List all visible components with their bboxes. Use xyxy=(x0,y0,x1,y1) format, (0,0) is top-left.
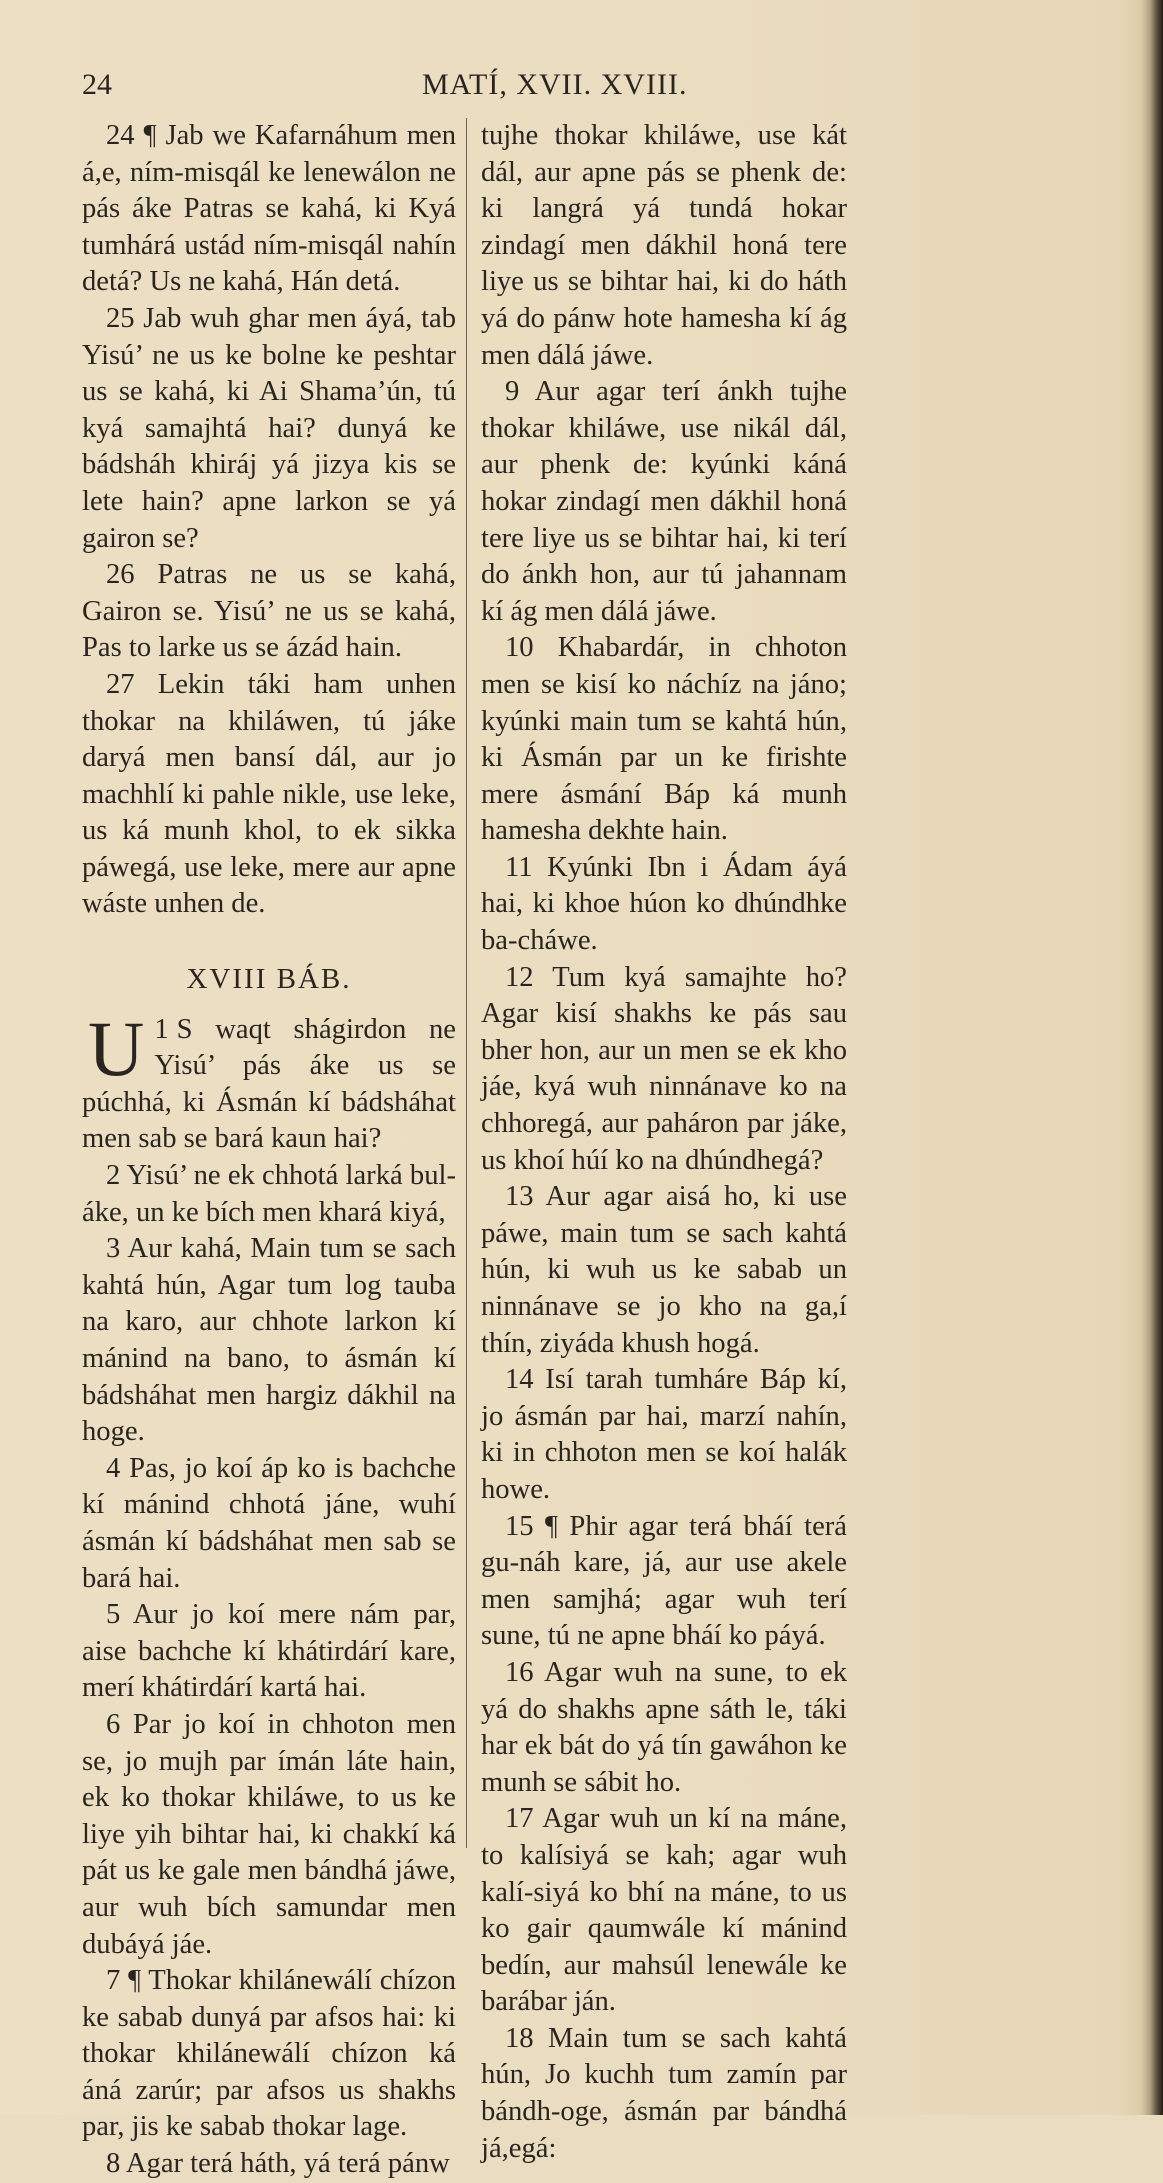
verse: 18 Main tum se sach kahtá hún, Jo kuchh tum zamín par bándh-oge, ásmán par bándhá já,egá: xyxy=(481,2022,847,2164)
verse-number: 1 xyxy=(154,1013,169,1045)
chapter-heading: XVIII BÁB. xyxy=(186,963,352,996)
drop-cap: U xyxy=(88,1004,145,1092)
verse: 13 Aur agar aisá ho, ki use páwe, main tum se sach kahtá hún, ki wuh us ke sabab un ninnánave se jo kho na ga,í thín, ziyáda khush hogá. xyxy=(481,1181,847,1359)
verse: 7 ¶ Thokar khilánewálí chízon ke sabab dunyá par afsos hai: ki thokar khilánewálí chízon ká áná zarúr; par afsos us shakhs par, jis ke sabab thokar lage. xyxy=(82,1965,456,2143)
first-verse-text: S waqt shágirdon ne Yisú’ pás áke us se púchhá, ki Ásmán kí bádsháhat men sab se bará kaun hai? xyxy=(82,1013,456,1155)
column-divider xyxy=(466,118,467,1848)
left-column xyxy=(82,118,456,2183)
verse: 12 Tum kyá samajhte ho? Agar kisí shakhs ke pás sau bher hon, aur un men se ek kho jáe, kyá wuh ninnánave ko na chhoregá, aur paháron par jáke, us khoí húí ko na dhúndhegá? xyxy=(481,961,847,1176)
verse: 25 Jab wuh ghar men áyá, tab Yisú’ ne us ke bolne ke peshtar us se kahá, ki Ai Shama’ún, tú kyá samajhtá hai? dunyá ke bádsháh khiráj yá jizya kis se lete hain? apne larkon se yá gairon se? xyxy=(82,302,456,554)
verse: 3 Aur kahá, Main tum se sach kahtá hún, Agar tum log tauba na karo, aur chhote larkon kí mánind na bano, to ásmán kí bádsháhat men hargiz dákhil na hoge. xyxy=(82,1233,456,1448)
verse: 24 ¶ Jab we Kafarnáhum men á,e, ním-misqál ke lenewálon ne pás áke Patras se kahá, ki Kyá tumhárá ustád ním-misqál nahín detá? Us ne kahá, Hán detá. xyxy=(82,120,456,298)
verse: 8 Agar terá háth, yá terá pánw xyxy=(106,2148,450,2180)
verse: 6 Par jo koí in chhoton men se, jo mujh par ímán láte hain, ek ko thokar khiláwe, to us ke liye yih bihtar hai, ki chakkí ká pát us ke gale men bándhá jáwe, aur wuh bích samundar men dubáyá jáe. xyxy=(82,1708,456,1960)
running-title: MATÍ, XVII. XVIII. xyxy=(422,68,688,101)
verse: 5 Aur jo koí mere nám par, aise bachche kí khátirdárí kare, merí khátirdárí kartá hai. xyxy=(82,1599,456,1704)
verse: 27 Lekin táki ham unhen thokar na khiláwen, tú jáke daryá men bansí dál, aur jo machhlí ki pahle nikle, use leke, us ká munh khol, to ek sikka páwegá, use leke, mere aur apne wáste unhen de. xyxy=(82,668,456,920)
verse: 4 Pas, jo koí áp ko is bachche kí mánind chhotá jáne, wuhí ásmán kí bádsháhat men sab se bará hai. xyxy=(82,1452,456,1594)
verse: 17 Agar wuh un kí na máne, to kalísiyá se kah; agar wuh kalí-siyá ko bhí na máne, to us ko gair qaumwále kí mánind bedín, aur mahsúl lenewále ke barábar ján. xyxy=(481,1803,847,2018)
page-edge-shadow xyxy=(1141,0,1163,2115)
verse: 26 Patras ne us se kahá, Gairon se. Yisú’ ne us se kahá, Pas to larke us se ázád hain. xyxy=(82,559,456,664)
verse-continuation: tujhe thokar khiláwe, use kát dál, aur apne pás se phenk de: ki langrá yá tundá hokar zindagí men dákhil honá tere liye us se bihtar hai, ki do háth yá do pánw hote hamesha kí ág men dálá jáwe. xyxy=(481,120,847,371)
right-column xyxy=(481,118,847,2167)
verse: 15 ¶ Phir agar terá bháí terá gu-náh kare, já, aur use akele men samjhá; agar wuh terí sune, tú ne apne bháí ko páyá. xyxy=(481,1510,847,1652)
verse: 9 Aur agar terí ánkh tujhe thokar khiláwe, use nikál dál, aur phenk de: kyúnki káná hokar zindagí men dákhil honá tere liye us se bihtar hai, ki terí do ánkh hon, aur tú jahannam kí ág men dálá jáwe. xyxy=(481,376,847,627)
page-number: 24 xyxy=(82,68,112,101)
verse: 11 Kyúnki Ibn i Ádam áyá hai, ki khoe húon ko dhúndhke ba-cháwe. xyxy=(481,851,847,957)
verse: 2 Yisú’ ne ek chhotá larká bul-áke, un ke bích men khará kiyá, xyxy=(82,1160,456,1228)
page-header xyxy=(82,68,842,118)
verse: 10 Khabardár, in chhoton men se kisí ko náchíz na jáno; kyúnki main tum se kahtá hún, ki Ásmán par un ke firishte mere ásmání Báp ká munh hamesha dekhte hain. xyxy=(481,632,847,847)
verse: 14 Isí tarah tumháre Báp kí, jo ásmán par hai, marzí nahín, ki in chhoton men se koí halák howe. xyxy=(481,1364,847,1505)
chapter-first-verse xyxy=(82,1004,456,1158)
verse: 16 Agar wuh na sune, to ek yá do shakhs apne sáth le, táki har ek bát do yá tín gawáhon ke munh se sábit ho. xyxy=(481,1656,847,1798)
